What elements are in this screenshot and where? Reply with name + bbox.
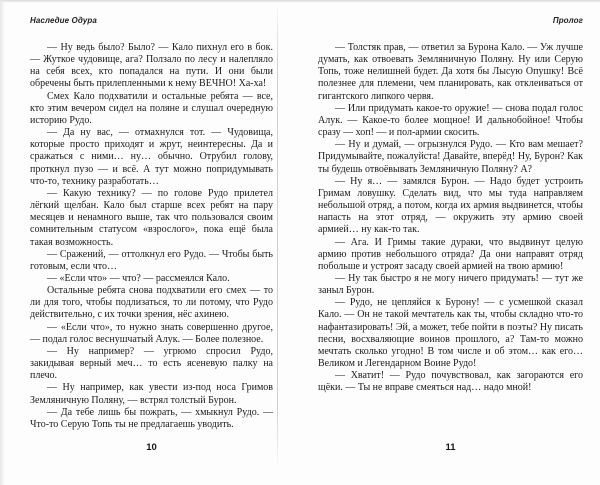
page-left-edge-shadow <box>0 0 5 485</box>
right-page <box>318 0 583 485</box>
paragraph: — «Если что», то нужно знать совершенно другое, — подал голос веснушчатый Алук. — Более полезное. <box>30 321 273 345</box>
paragraph: — Ну ведь было? Было? — Кало пихнул его в бок. — Жуткое чудовище, ага? Ползало по лесу и налепляло на себя всех, кто попадался на пути. И они были обречены быть прилепленными к нему ВЕЧНО! Ха-ха! <box>30 42 273 90</box>
paragraph: — Ну например, как увести из-под носа Гримов Земляничную Поляну, — встрял толстый Бурон. <box>30 382 273 406</box>
paragraph: — Хватит! — Рудо почувствовал, как загораются его щёки. — Ты не вправе смеяться над… надо мной! <box>318 370 583 394</box>
left-page-body <box>30 42 273 431</box>
paragraph: Остальные ребята снова подхватили его смех — то ли для того, чтобы подлизаться, то ли потому, что Рудо действительно, с их точки зрения, нёс ахинею. <box>30 285 273 321</box>
running-header-left: Наследие Одура <box>30 16 97 25</box>
right-page-body <box>318 42 583 395</box>
page-gutter-line <box>277 8 278 464</box>
paragraph: — Толстяк прав, — ответил за Бурона Кало. — Уж лучше думать, как отвоевать Земляничную Поляну. Ну или Серую Топь, тоже нелишней будет. Да хотя бы Лысую Опушку! Всё полезнее для племени, чем планировать, как отклеиваться от гигантского липкого червя. <box>318 42 583 102</box>
paragraph: — Какую технику? — по голове Рудо прилетел лёгкий щелбан. Кало был старше всех ребят на пару месяцев и ненамного выше, так что пользовался своим сомнительным статусом «взрослого», пока ещё была такая возможность. <box>30 187 273 248</box>
paragraph: — «Если что» — что? — рассмеялся Кало. <box>47 272 230 284</box>
paragraph: — Ну я… — замялся Бурон. — Надо будет устроить Гримам ловушку. Сделать вид, что мы туда направляем небольшой отряд, а потом, когда их армия выдвинется, чтобы напасть на этот отряд, — окружить эту армию своей армией… ну как-то так. <box>318 175 583 236</box>
paragraph: — Ну и думай, — огрызнулся Рудо. — Кто вам мешает? Придумывайте, пожалуйста! Давайте, вперёд! Ну, Бурон? Как ты будешь отвоёвывать Земляничную Поляну? А? <box>318 139 583 175</box>
page-number-left: 10 <box>146 442 157 453</box>
paragraph: — Ну например? — угрюмо спросил Рудо, закидывая верный меч… то есть ясеневую палку на плечо. <box>30 345 273 382</box>
paragraph: — Рудо, не цепляйся к Бурону! — с усмешкой сказал Кало. — Он не такой мечтатель как ты, чтобы складно что-то нафантазировать! Эй, а может, тебе пойти в поэты? Ну писать песни, восхваляющие воинов прошлого, а? Там-то можно мечтать сколько угодно! В том числе и об этом… как его… Великом и Легендарном Воине Рудо! <box>318 297 583 370</box>
paragraph: Смех Кало подхватили и остальные ребята — все, кто этим вечером сидел на поляне и слушал очередную историю Рудо. <box>30 90 273 126</box>
left-page <box>30 0 273 485</box>
paragraph: — Да тебе лишь бы пожрать, — хмыкнул Рудо. — Что-то Серую Топь ты не предлагаешь уводить. <box>30 406 273 430</box>
paragraph: — Или придумать какое-то оружие! — снова подал голос Алук. — Какое-то более мощное! И дальнобойное! Чтобы сразу — хоп! — и пол-армии скосить. <box>318 102 583 139</box>
paragraph: — Сражений, — оттолкнул его Рудо. — Чтобы быть готовым, если что… <box>30 248 273 272</box>
running-header-right: Пролог <box>552 16 583 25</box>
paragraph: — Ну так быстро я не могу ничего придумать! — тут же заныл Бурон. <box>318 272 583 297</box>
paragraph: — Да ну вас, — отмахнулся тот. — Чудовища, которые просто приходят и жрут, неинтересны. Да и сражаться с ними… ну… обычно. Отрубил голову, проткнул пузо — и всё. А тут можно попридумывать что-то, технику разработать… <box>30 127 273 187</box>
page-number-right: 11 <box>445 442 456 453</box>
paragraph: — Ага. И Гримы такие дураки, что выдвинут целую армию против небольшого отряда? Да они направят отряд побольше и устроят засаду своей армией на твою армию! <box>318 236 583 272</box>
